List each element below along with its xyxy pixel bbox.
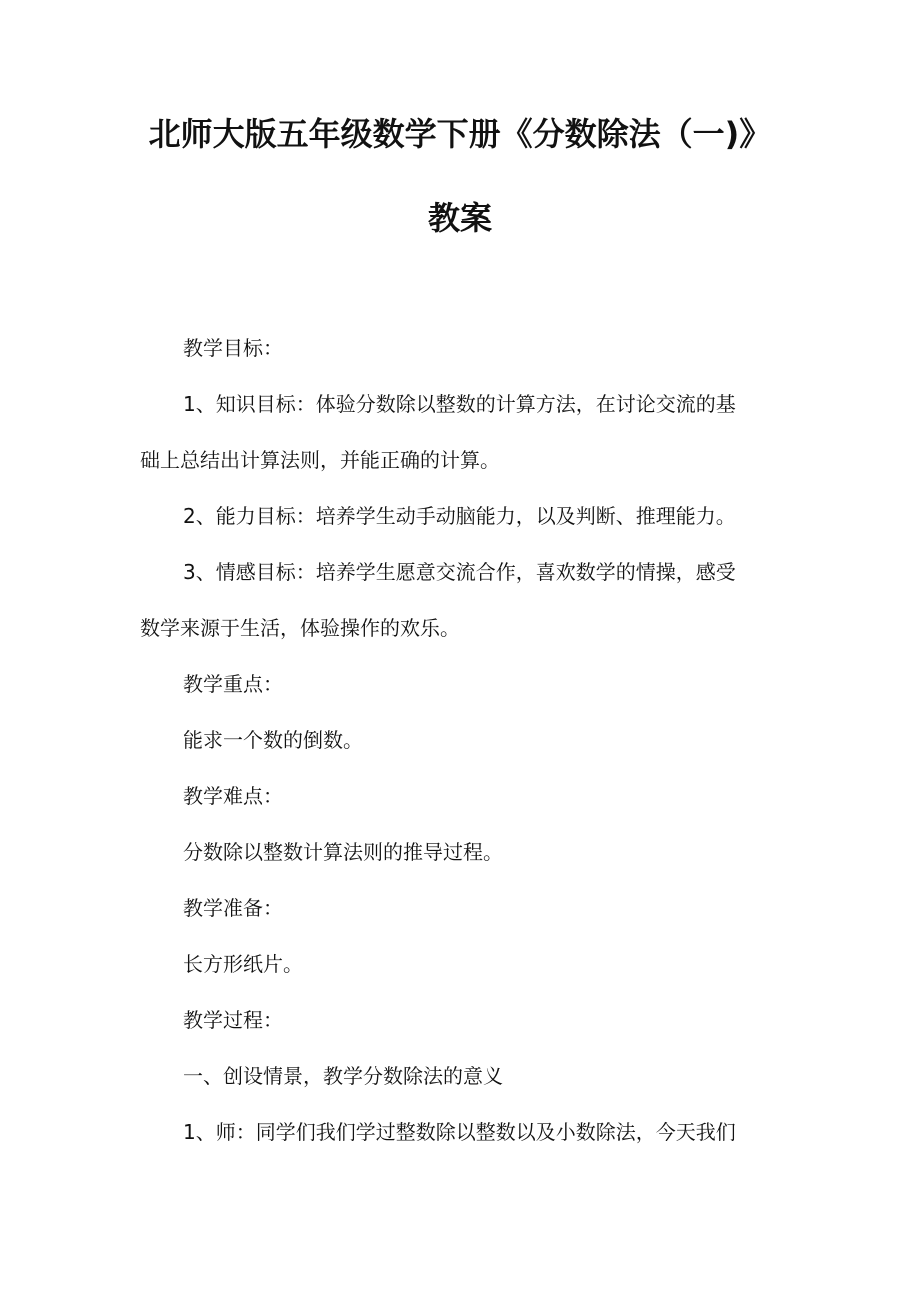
section-heading-key-points: 教学重点： (183, 672, 283, 696)
section-heading-difficulties: 教学难点： (183, 784, 283, 808)
paragraph: 3、情感目标：培养学生愿意交流合作，喜欢数学的情操，感受 (183, 560, 736, 584)
document-title-line-2: 教案 (427, 199, 492, 237)
paragraph-continuation: 数学来源于生活，体验操作的欢乐。 (140, 616, 460, 640)
paragraph: 一、创设情景，教学分数除法的意义 (183, 1064, 503, 1088)
section-heading-preparation: 教学准备： (183, 896, 283, 920)
paragraph: 长方形纸片。 (183, 952, 303, 976)
paragraph: 1、知识目标：体验分数除以整数的计算方法，在讨论交流的基 (183, 392, 736, 416)
section-heading-objectives: 教学目标： (183, 336, 283, 360)
paragraph: 能求一个数的倒数。 (183, 728, 363, 752)
paragraph: 1、师：同学们我们学过整数除以整数以及小数除法，今天我们 (183, 1120, 736, 1144)
section-heading-process: 教学过程： (183, 1008, 283, 1032)
document-title-line-1: 北师大版五年级数学下册《分数除法（一)》 (148, 115, 772, 153)
paragraph: 分数除以整数计算法则的推导过程。 (183, 840, 503, 864)
paragraph-continuation: 础上总结出计算法则，并能正确的计算。 (140, 448, 500, 472)
paragraph: 2、能力目标：培养学生动手动脑能力，以及判断、推理能力。 (183, 504, 736, 528)
